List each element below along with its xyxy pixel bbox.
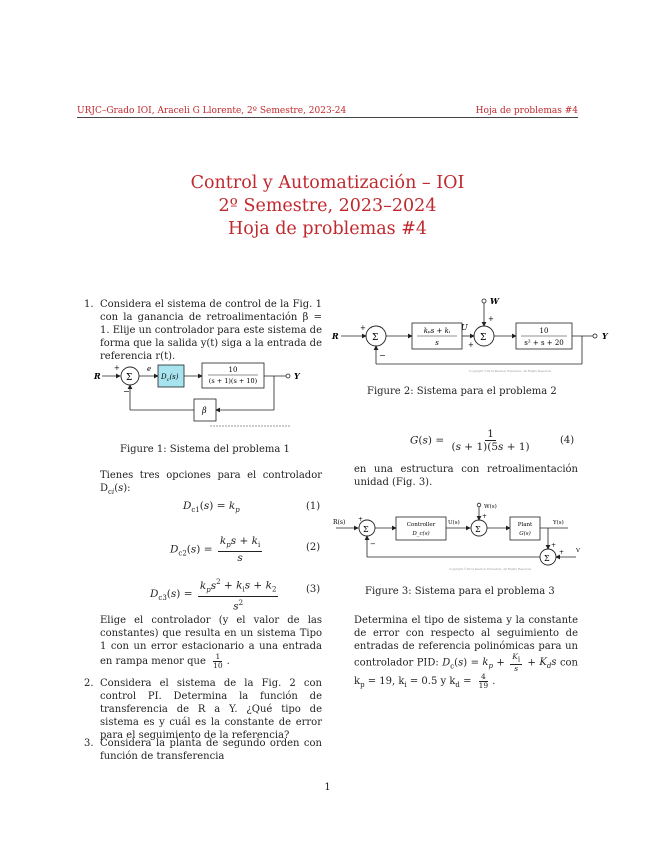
fig3-controller-title: Controller	[406, 522, 436, 528]
fig1-output-node	[286, 374, 290, 378]
equation-3-number: (3)	[306, 584, 321, 595]
fig3-plus-3: +	[551, 542, 557, 549]
fig3-controller-tf: D_c(s)	[412, 531, 430, 537]
equation-4: G(s) = $\frac{1}{(s + 1)(5s + 1)}$	[410, 428, 530, 453]
fig2-output-node	[593, 334, 597, 338]
fig3-minus: −	[370, 540, 376, 548]
fig3-sigma-1: Σ	[363, 525, 369, 534]
fig1-sigma: Σ	[126, 373, 133, 383]
fig3-plant-tf: G(s)	[519, 531, 531, 537]
problem-3-determine-text: Determina el tipo de sistema y la constante de error con respecto al seguimiento de entradas de referencia polinómicas para un controlador PID: $D_c(s) = k_p$ + $\frac{K_i}{s}$ + $K_ds$ con $k_p = 19$, $k_i = 0.5$ y $k_d$ = $\frac{4}{19}$ .	[354, 615, 578, 691]
fig3-w-label: W(s)	[484, 504, 497, 510]
fig1-plus: +	[114, 364, 120, 372]
fig2-disturbance-node	[482, 299, 486, 303]
fig2-plus-1: +	[360, 324, 366, 332]
fig1-plant-den: (s + 1)(s + 10)	[208, 377, 258, 385]
equation-2: $D_{c2}(s)$ = $\frac{k_ps + k_i}{s}$	[170, 535, 261, 565]
fig3-y-label: Y(s)	[553, 520, 564, 526]
fig3-v-label: V	[576, 548, 580, 554]
fig2-u-label: U	[461, 323, 468, 332]
page-number: 1	[324, 782, 331, 793]
fig1-minus: −	[123, 387, 130, 396]
title-semester: 2º Semestre, 2023–2024	[218, 196, 437, 216]
fig3-r-label: R(s)	[333, 519, 346, 526]
fig2-pi-num: kₚs + kᵢ	[423, 327, 451, 335]
figure-2-caption: Figure 2: Sistema para el problema 2	[367, 386, 557, 397]
fig3-disturbance-node	[477, 503, 481, 507]
fig1-y-label: Y	[294, 371, 300, 381]
fig3-plus-2: +	[482, 513, 488, 520]
problem-2-text: Considera el sistema de la Fig. 2 con control PI. Determina la función de transferencia de R a Y. ¿Qué tipo de sistema es y cuál es la constante de error para el seguimiento de la referencia?	[100, 678, 322, 741]
fig3-plant-title: Plant	[517, 522, 533, 528]
problem-3-continuation: en una estructura con retroalimentación unidad (Fig. 3).	[354, 464, 578, 488]
fig1-controller-label: $D_c(s)$	[161, 373, 179, 383]
equation-4-number: (4)	[560, 435, 575, 446]
header-left: URJC–Grado IOI, Araceli G Llorente, 2º Semestre, 2023-24	[77, 106, 347, 116]
problem-1-number: 1.	[84, 299, 94, 310]
equation-1: $D_{c1}(s) = k_p$	[183, 500, 240, 515]
equation-1-number: (1)	[306, 501, 321, 512]
problem-1-choose-text: Elige el controlador (y el valor de las constantes) que resulta en un sistema Tipo 1 con un error estacionario a una entrada en rampa menor que $\frac{1}{10}$ .	[100, 615, 322, 670]
header-rule	[77, 117, 578, 118]
equation-2-number: (2)	[306, 542, 321, 553]
fig2-plus-3: +	[488, 315, 494, 323]
fig1-r-label: R	[94, 371, 101, 381]
problem-2-number: 2.	[84, 678, 94, 689]
fig3-sigma-3: Σ	[544, 554, 550, 563]
fig1-plant-num: 10	[228, 366, 238, 374]
title-course: Control y Automatización – IOI	[190, 173, 465, 193]
problem-3-text: Considera la planta de segundo orden con función de transferencia	[100, 738, 322, 762]
problem-3-number: 3.	[84, 738, 94, 749]
figure-1-diagram	[90, 354, 310, 430]
equation-3: $D_{c3}(s)$ = $\frac{k_ps^2 + k_is + k_2}{s^2}$	[150, 578, 277, 613]
title-sheet: Hoja de problemas #4	[228, 219, 427, 239]
fig3-copyright: Copyright ©2014 Pearson Education, All Rights Reserved	[448, 567, 532, 571]
fig2-r-label: R	[332, 331, 339, 341]
fig2-plant-den: s² + s + 20	[524, 339, 564, 347]
fig2-w-label: W	[490, 296, 499, 306]
fig2-sigma-2: Σ	[480, 333, 487, 343]
header-right: Hoja de problemas #4	[475, 106, 578, 116]
fig2-pi-den: s	[435, 339, 439, 347]
fig1-e-label: e	[147, 365, 152, 373]
fig2-y-label: Y	[602, 331, 608, 341]
problem-1-options-text: Tienes tres opciones para el controlador $D_{ci}(s)$:	[100, 470, 322, 496]
fig2-minus: −	[379, 351, 386, 360]
fig2-plus-2: +	[468, 341, 474, 349]
figure-3-diagram	[330, 498, 598, 578]
fig3-u-label: U(s)	[448, 520, 460, 526]
problem-1-text: Considera el sistema de control de la Fig. 1 con la ganancia de retroalimentación β = 1. Elije un controlador para este sistema de forma que la salida y(t) siga a la entrada de referencia r(t).	[100, 299, 322, 362]
fig2-copyright: Copyright ©2014 Pearson Education, All Rights Reserved	[468, 369, 552, 373]
figure-2-diagram	[330, 292, 615, 374]
fig2-sigma-1: Σ	[372, 333, 379, 343]
fig3-plus-4: +	[559, 549, 565, 556]
figure-3-caption: Figure 3: Sistema para el problema 3	[365, 586, 555, 597]
fig3-plus-1: +	[358, 516, 364, 523]
fig3-sigma-2: Σ	[475, 525, 481, 534]
figure-1-caption: Figure 1: Sistema del problema 1	[120, 444, 290, 455]
fig2-plant-num: 10	[539, 327, 549, 335]
fig1-beta: β	[202, 406, 207, 415]
